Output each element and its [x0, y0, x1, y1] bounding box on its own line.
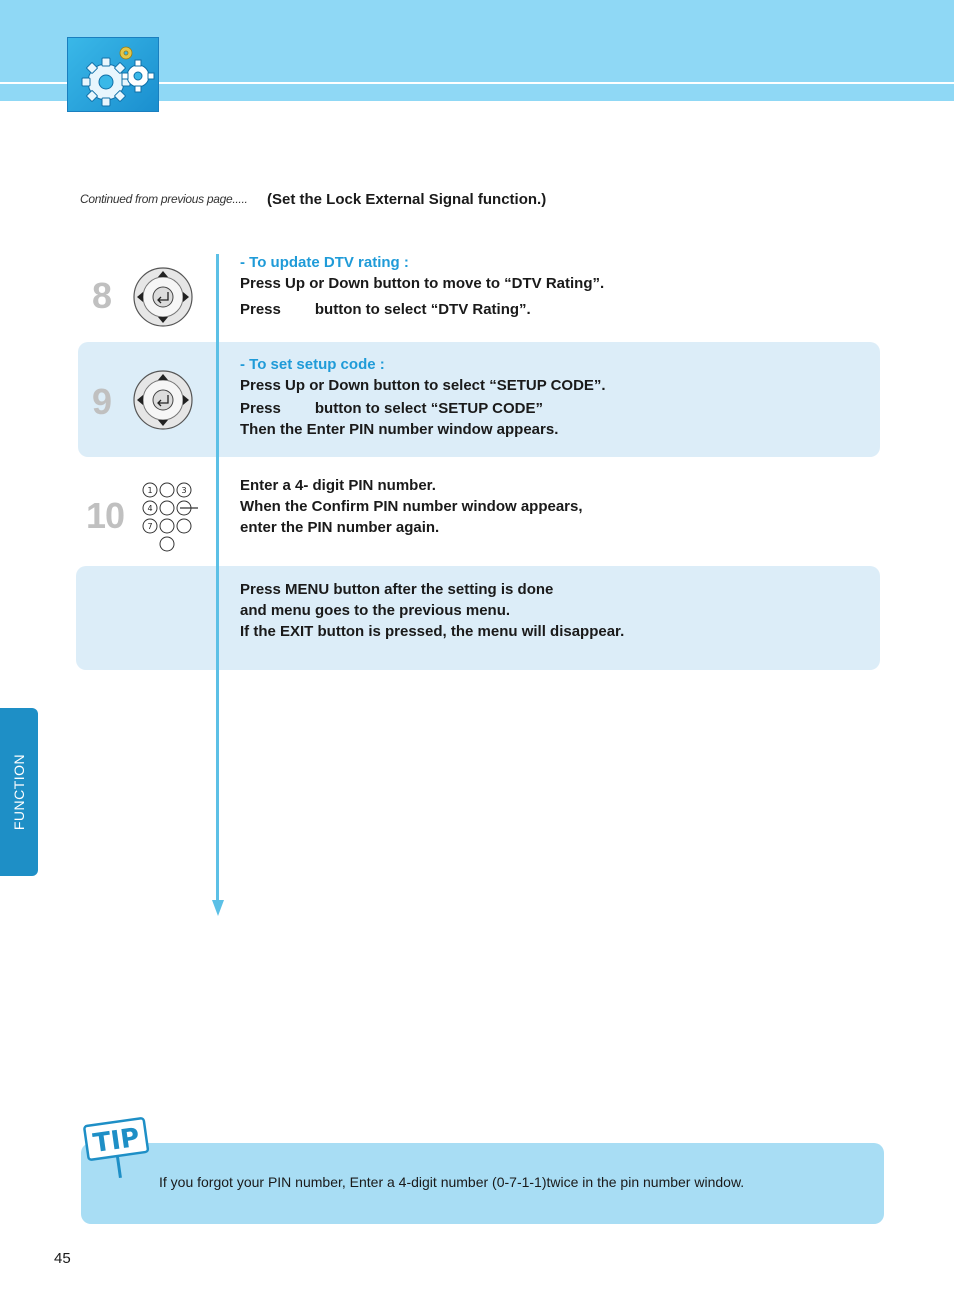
- step-10-line: enter the PIN number again.: [240, 519, 440, 536]
- keypad-label: 1: [147, 486, 153, 495]
- gear-icon: [68, 38, 160, 113]
- menu-note-line: Press MENU button after the setting is done: [240, 581, 554, 598]
- press-label: Press: [240, 301, 281, 318]
- continued-note: Continued from previous page.....: [80, 192, 248, 206]
- step-9-after: Then the Enter PIN number window appears.: [240, 421, 559, 438]
- dpad-enter-icon: [132, 266, 194, 328]
- keypad-label: 3: [181, 486, 187, 495]
- step-number: 10: [86, 495, 125, 536]
- flow-arrow-icon: [212, 900, 224, 916]
- step-10-text: [240, 475, 583, 538]
- menu-note-line: and menu goes to the previous menu.: [240, 602, 511, 619]
- tip-sign-icon: [82, 1116, 150, 1182]
- menu-note-text: [240, 579, 624, 642]
- step-8-text: [240, 252, 604, 320]
- menu-note-line: If the EXIT button is pressed, the menu will disappear.: [240, 623, 625, 640]
- press-label: Press: [240, 400, 281, 417]
- step-8-heading: - To update DTV rating :: [240, 254, 409, 271]
- number-keypad-icon: [140, 481, 200, 553]
- press-action: button to select “DTV Rating”.: [314, 301, 531, 318]
- keypad-label: 4: [147, 504, 153, 513]
- side-tab-label: FUNCTION: [11, 753, 27, 831]
- step-8-press-line: [240, 299, 604, 320]
- step-9-line: Press Up or Down button to select “SETUP CODE”.: [240, 377, 606, 394]
- section-logo: [67, 37, 159, 112]
- keypad-label: 7: [147, 522, 153, 531]
- step-number: 9: [92, 381, 112, 422]
- section-subtitle: (Set the Lock External Signal function.): [267, 191, 547, 208]
- step-9-heading: - To set setup code :: [240, 356, 385, 373]
- step-10-line: Enter a 4- digit PIN number.: [240, 477, 436, 494]
- step-9-press-line: [240, 398, 606, 419]
- flow-line: [216, 254, 219, 904]
- dpad-enter-icon: [132, 369, 194, 431]
- press-action: button to select “SETUP CODE”: [314, 400, 543, 417]
- tip-text: If you forgot your PIN number, Enter a 4-digit number (0-7-1-1)twice in the pin number window.: [159, 1174, 745, 1190]
- page-number: 45: [54, 1250, 71, 1267]
- step-9-text: [240, 354, 606, 440]
- step-8-line: Press Up or Down button to move to “DTV Rating”.: [240, 275, 605, 292]
- step-number: 8: [92, 275, 112, 316]
- tip-sign-label: TIP: [91, 1122, 142, 1160]
- step-10-line: When the Confirm PIN number window appears,: [240, 498, 583, 515]
- function-side-tab: [0, 708, 38, 876]
